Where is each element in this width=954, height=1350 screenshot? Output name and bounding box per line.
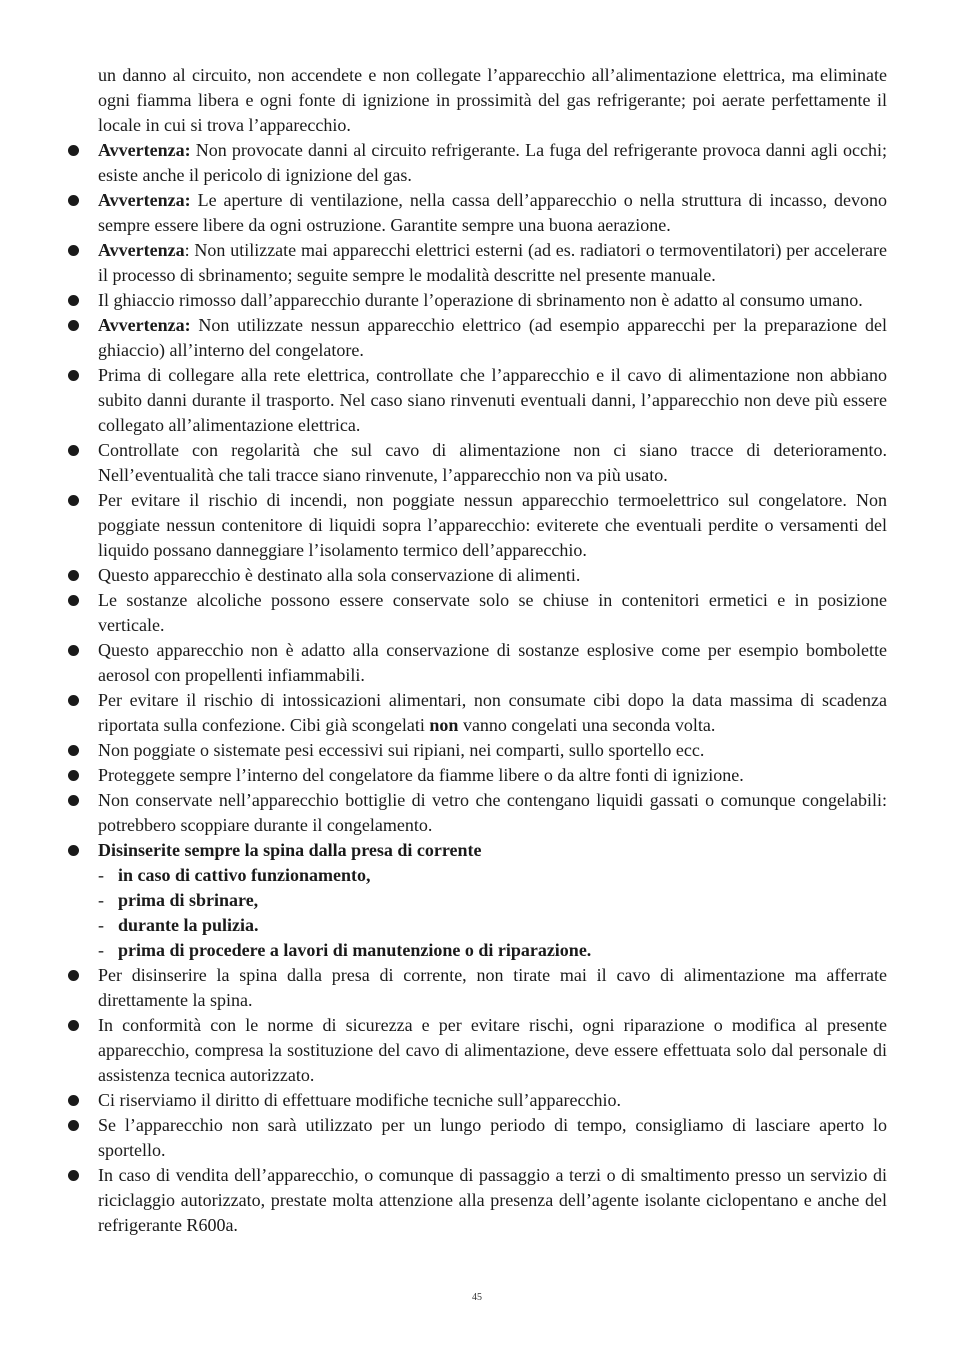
- dash-marker: -: [98, 865, 104, 885]
- item-bold-text: Avvertenza:: [98, 140, 191, 160]
- item-text: Proteggete sempre l’interno del congelatore da fiamme libere o da altre fonti di ignizione.: [98, 765, 744, 785]
- item-text: Non utilizzate nessun apparecchio elettrico (ad esempio apparecchi per la preparazione del ghiaccio) all’interno del congelatore.: [98, 315, 887, 360]
- item-text: Se l’apparecchio non sarà utilizzato per un lungo periodo di tempo, consigliamo di lasciare aperto lo sportello.: [98, 1115, 887, 1160]
- item-text: Per evitare il rischio di incendi, non poggiate nessun apparecchio termoelettrico sul congelatore. Non poggiate nessun contenitore di liquidi sopra l’apparecchio: eviterete che eventuali perdite o versamenti del liquido possano danneggiare l’isolamento termico dell’apparecchio.: [98, 490, 887, 560]
- list-item: [67, 438, 887, 488]
- bullet-icon: [68, 770, 79, 781]
- item-bold-text: non: [429, 715, 459, 735]
- item-text: Controllate con regolarità che sul cavo di alimentazione non ci siano tracce di deterioramento. Nell’eventualità che tali tracce siano rinvenute, l’apparecchio non va più usato.: [98, 440, 887, 485]
- sub-item-text: durante la pulizia.: [118, 915, 259, 935]
- intro-paragraph: un danno al circuito, non accendete e non collegate l’apparecchio all’alimentazione elettrica, ma eliminate ogni fiamma libera e ogni fonte di ignizione in prossimità del gas refrigerante; poi aerate perfettamente il locale in cui si trova l’apparecchio.: [98, 65, 887, 135]
- list-item: [67, 738, 887, 763]
- item-bold-text: Avvertenza: [98, 240, 185, 260]
- item-text: In conformità con le norme di sicurezza e per evitare rischi, ogni riparazione o modifica al presente apparecchio, compresa la sostituzione del cavo di alimentazione, deve essere effettuata solo dal personale di assistenza tecnica autorizzato.: [98, 1015, 887, 1085]
- item-text: In caso di vendita dell’apparecchio, o comunque di passaggio a terzi o di smaltimento presso un servizio di riciclaggio autorizzato, prestate molta attenzione alla presenza dell’agente isolante ciclopentano e anche del refrigerante R600a.: [98, 1165, 887, 1235]
- item-text: Le sostanze alcoliche possono essere conservate solo se chiuse in contenitori ermetici e in posizione verticale.: [98, 590, 887, 635]
- bullet-icon: [68, 495, 79, 506]
- bullet-icon: [68, 745, 79, 756]
- item-text: Questo apparecchio è destinato alla sola conservazione di alimenti.: [98, 565, 581, 585]
- item-text: Questo apparecchio non è adatto alla conservazione di sostanze esplosive come per esempio bombolette aerosol con propellenti infiammabili.: [98, 640, 887, 685]
- list-item: [67, 1088, 887, 1113]
- list-item: [67, 788, 887, 838]
- bullet-icon: [68, 195, 79, 206]
- item-text: Ci riserviamo il diritto di effettuare modifiche tecniche sull’apparecchio.: [98, 1090, 621, 1110]
- list-item: [67, 1113, 887, 1163]
- sub-item-text: prima di sbrinare,: [118, 890, 259, 910]
- item-text: Non conservate nell’apparecchio bottiglie di vetro che contengano liquidi gassati o comunque congelabili: potrebbero scoppiare durante il congelamento.: [98, 790, 887, 835]
- list-item: [67, 1013, 887, 1088]
- bullet-icon: [68, 445, 79, 456]
- list-item: [67, 563, 887, 588]
- list-item: [67, 638, 887, 688]
- bullet-icon: [68, 1120, 79, 1131]
- item-bold-text: Disinserite sempre la spina dalla presa di corrente: [98, 840, 482, 860]
- sub-list-item: [67, 888, 887, 913]
- bullet-icon: [68, 295, 79, 306]
- item-text: Non provocate danni al circuito refrigerante. La fuga del refrigerante provoca danni agli occhi; esiste anche il pericolo di ignizione del gas.: [98, 140, 887, 185]
- dash-marker: -: [98, 915, 104, 935]
- bullet-icon: [68, 695, 79, 706]
- list-item: [67, 963, 887, 1013]
- bullet-icon: [68, 1020, 79, 1031]
- item-text: Il ghiaccio rimosso dall’apparecchio durante l’operazione di sbrinamento non è adatto al consumo umano.: [98, 290, 863, 310]
- sub-list-item: [67, 913, 887, 938]
- bullet-icon: [68, 245, 79, 256]
- list-item: [67, 763, 887, 788]
- sub-item-text: in caso di cattivo funzionamento,: [118, 865, 371, 885]
- list-item: [67, 238, 887, 288]
- list-item: [67, 588, 887, 638]
- dash-marker: -: [98, 890, 104, 910]
- bullet-icon: [68, 1095, 79, 1106]
- page-number: 45: [472, 1292, 482, 1303]
- list-item: [67, 363, 887, 438]
- bullet-icon: [68, 845, 79, 856]
- item-text: Per disinserire la spina dalla presa di corrente, non tirate mai il cavo di alimentazione ma afferrate direttamente la spina.: [98, 965, 887, 1010]
- list-item: [67, 1163, 887, 1238]
- list-item: [67, 188, 887, 238]
- item-text: Prima di collegare alla rete elettrica, controllate che l’apparecchio e il cavo di alimentazione non abbiano subito danni durante il trasporto. Nel caso siano rinvenuti eventuali danni, l’apparecchio non deve più essere collegato all’alimentazione elettrica.: [98, 365, 887, 435]
- item-text: : Non utilizzate mai apparecchi elettrici esterni (ad es. radiatori o termoventilatori) per accelerare il processo di sbrinamento; seguite sempre le modalità descritte nel presente manuale.: [98, 240, 887, 285]
- item-bold-text: Avvertenza:: [98, 190, 191, 210]
- bullet-icon: [68, 795, 79, 806]
- dash-marker: -: [98, 940, 104, 960]
- bullet-icon: [68, 1170, 79, 1181]
- sub-list-item: [67, 863, 887, 888]
- list-item: [67, 138, 887, 188]
- bullet-icon: [68, 370, 79, 381]
- item-text: Le aperture di ventilazione, nella cassa dell’apparecchio o nella struttura di incasso, devono sempre essere libere da ogni ostruzione. Garantite sempre una buona aerazione.: [98, 190, 887, 235]
- bullet-icon: [68, 970, 79, 981]
- bullet-icon: [68, 645, 79, 656]
- bullet-icon: [68, 595, 79, 606]
- list-item: [67, 313, 887, 363]
- sub-item-text: prima di procedere a lavori di manutenzione o di riparazione.: [118, 940, 592, 960]
- list-item: [67, 838, 887, 863]
- bullet-list: [67, 138, 887, 1238]
- sub-list-item: [67, 938, 887, 963]
- item-text: Non poggiate o sistemate pesi eccessivi sui ripiani, nei comparti, sullo sportello ecc.: [98, 740, 705, 760]
- item-bold-text: Avvertenza:: [98, 315, 191, 335]
- list-item: [67, 488, 887, 563]
- item-text: Per evitare il rischio di intossicazioni alimentari, non consumate cibi dopo la data massima di scadenza riportata sulla confezione. Cibi già scongelati: [98, 690, 887, 735]
- bullet-icon: [68, 320, 79, 331]
- list-item: [67, 288, 887, 313]
- list-item: [67, 688, 887, 738]
- bullet-icon: [68, 570, 79, 581]
- document-body: [67, 63, 887, 1238]
- item-text: vanno congelati una seconda volta.: [458, 715, 716, 735]
- bullet-icon: [68, 145, 79, 156]
